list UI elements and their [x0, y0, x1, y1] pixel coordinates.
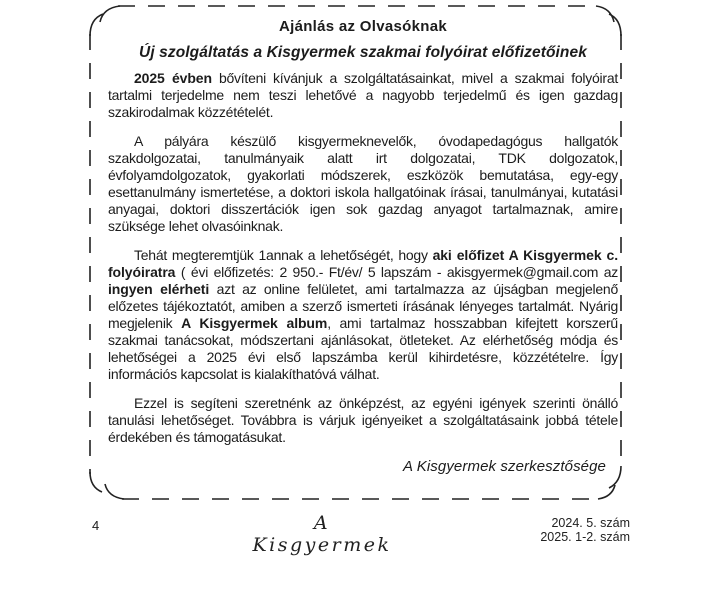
signature: A Kisgyermek szerkesztősége	[402, 458, 606, 475]
announcement-content	[108, 12, 618, 475]
paragraph: Ezzel is segíteni szeretnénk az önképzést, az egyéni igények szerinti önálló tanulási lehetőséget. Továbbra is várjuk igényeiket a szolgáltatásaink jobbá tétele érdekében és támogatásukat.	[108, 395, 618, 445]
announcement-title: Ajánlás az Olvasóknak	[278, 18, 448, 35]
announcement-body	[108, 70, 618, 446]
paragraph: A pályára készülő kisgyermeknevelők, óvodapedagógus hallgatók szakdolgozatai, tanulmányaik alatt irt dolgozatai, TDK dolgozatok, évfolyamdolgozatok, gyakorlati módszerek, eszközök bemutatása, egy-egy esettanulmány ismertetése, a doktori iskola hallgatóinak írásai, tanulmányai, kutatási anyagai, doktori disszertációk igen sok gazdag anyagot tartalmaznak, amire szüksége lehet olvasóinknak.	[108, 133, 618, 234]
journal-name: A Kisgyermek	[252, 512, 392, 556]
paragraph: Tehát megteremtjük 1annak a lehetőségét, hogy aki előfizet A Kisgyermek c. folyóiratra ( évi előfizetés: 2 950.- Ft/év/ 5 lapszám - akisgyermek@gmail.com az ingyen elérheti azt az online felületet, ami tartalmazza az újságban megjelenő előzetes tájékoztatót, amiben a szerző ismerteti írásának lényeges tartalmát. Nyárig megjelenik A Kisgyermek album, ami tartalmaz hosszabban kifejtett korszerű szakmai tanácsokat, módszertani ajánlásokat, ötleteket. Az elérhetőség módja és lehetőségei a 2025 évi első lapszámba kerül kihirdetésre, közzétételre. Így információs kapcsolat is kialakíthatóvá válhat.	[108, 247, 619, 382]
paragraph: 2025 évben bővíteni kívánjuk a szolgáltatásainkat, mivel a szakmai folyóirat tartalmi terjedelme nem teszi lehetővé a nagyobb terjedelmű és igen gazdag szakirodalmak közzétételét.	[108, 70, 619, 120]
page-number: 4	[92, 518, 100, 533]
issue-line: 2024. 5. szám	[551, 516, 630, 530]
issue-numbers	[540, 516, 630, 544]
announcement-subtitle: Új szolgáltatás a Kisgyermek szakmai folyóirat előfizetőinek	[139, 44, 587, 61]
announcement-box	[86, 0, 628, 506]
issue-line: 2025. 1-2. szám	[540, 530, 630, 544]
